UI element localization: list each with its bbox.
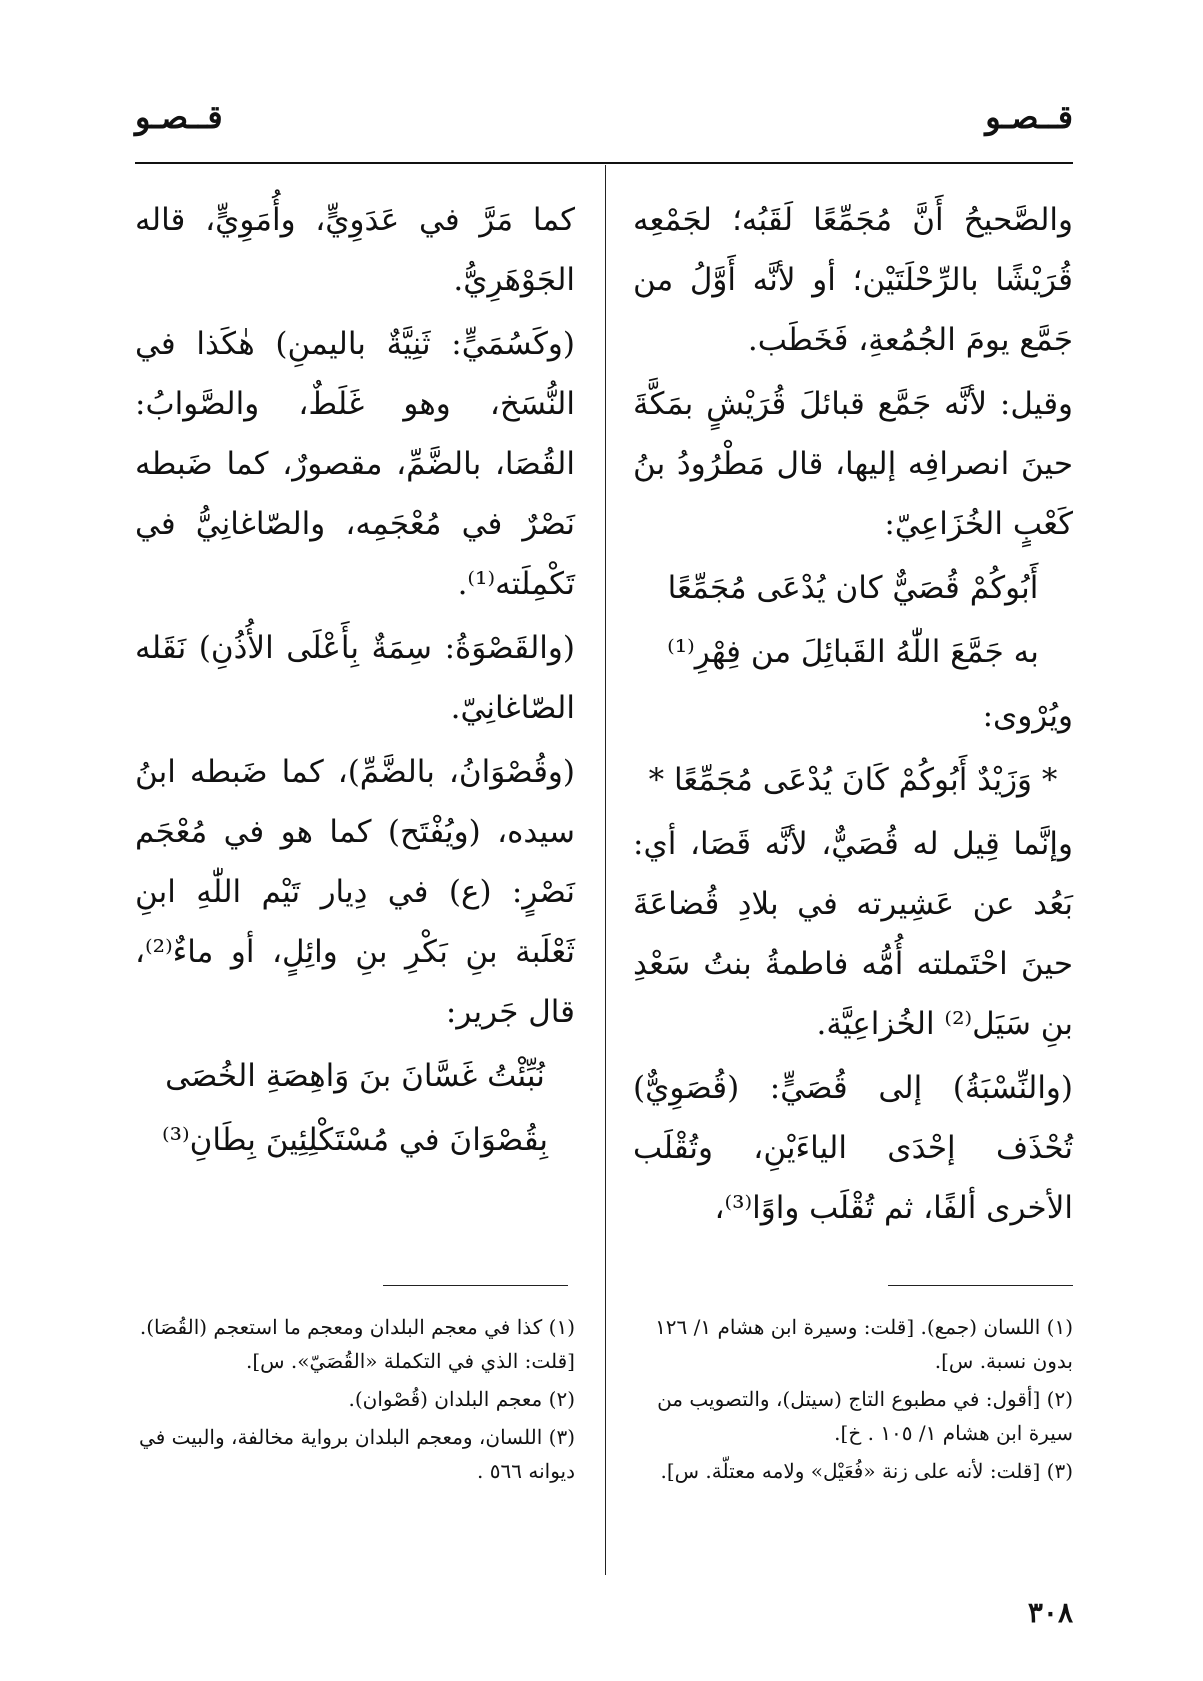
footnote: (١) اللسان (جمع). [قلت: وسيرة ابن هشام ١/ ١٢٦ بدون نسبة. س]. [655, 1315, 1073, 1373]
header-rule [135, 162, 1073, 164]
footnote: (٢) [أقول: في مطبوع التاج (سيتل)، والتصويب من سيرة ابن هشام ١/ ١٠٥ . خ]. [657, 1387, 1073, 1445]
header-left-word: قــصـو [135, 98, 223, 136]
footnote: (٢) معجم البلدان (قُصْوان). [348, 1387, 575, 1411]
verse-line: به جَمَّعَ اللّٰهُ القَبائِلَ من فِهْرِ⁽¹⁾ [667, 634, 1039, 670]
left-column [135, 190, 575, 1174]
left-footnotes [135, 1310, 575, 1492]
verse-line: * وَزَيْدٌ أَبُوكُمْ كَانَ يُدْعَى مُجَمِّعًا * [648, 762, 1058, 798]
paragraph: (وكَسُمَيٍّ: ثَنِيَّةٌ باليمنِ) هٰكَذا في النُّسَخ، وهو غَلَطٌ، والصَّوابُ: القُصَا، بالضَّمِّ، مقصورٌ، كما ضَبطه نَصْرٌ في مُعْجَمِه، والصّاغانِيُّ في تَكْمِلَته⁽¹⁾. [135, 326, 575, 602]
paragraph: (والنِّسْبَةُ) إلى قُصَيٍّ: (قُصَوِيٌّ) تُحْذَف إحْدَى الياءَيْنِ، وتُقْلَب الأخرى ألفًا، ثم تُقْلَب واوًا⁽³⁾، [633, 1070, 1073, 1226]
footnote-rule [888, 1285, 1073, 1286]
footnote-rule [383, 1285, 568, 1286]
paragraph: والصَّحيحُ أَنَّ مُجَمِّعًا لَقَبُه؛ لجَمْعِه قُرَيْشًا بالرِّحْلَتَيْن؛ أو لأنَّه أَوَّلُ من جَمَّع يومَ الجُمُعةِ، فَخَطَب. [633, 202, 1073, 358]
footnote: (١) كذا في معجم البلدان ومعجم ما استعجم (القُصَا). [قلت: الذي في التكملة «القُصَيّ». س]. [139, 1315, 575, 1373]
footnote: (٣) [قلت: لأنه على زنة «فُعَيْل» ولامه معتلّة. س]. [660, 1459, 1073, 1483]
paragraph: كما مَرَّ في عَدَوِيٍّ، وأُمَوِيٍّ، قاله الجَوْهَرِيُّ. [135, 202, 575, 298]
right-footnotes [633, 1310, 1073, 1492]
header-right-word: قــصـو [985, 98, 1073, 136]
column-divider [605, 165, 606, 1575]
verse-line: بِقُصْوَانَ في مُسْتَكْلِئِينَ بِطَانِ⁽³⁾ [161, 1122, 549, 1158]
verse-line: أَبُوكُمْ قُصَيٌّ كان يُدْعَى مُجَمِّعًا [667, 570, 1039, 606]
paragraph: وقيل: لأنَّه جَمَّع قبائلَ قُرَيْشٍ بمَكَّةَ حينَ انصرافِه إليها، قال مَطْرُودُ بنُ كَعْبٍ الخُزَاعِيّ: [633, 386, 1073, 542]
paragraph: وإنَّما قِيل له قُصَيٌّ، لأنَّه قَصَا، أي: بَعُد عن عَشِيرته في بلادِ قُضاعَةَ حينَ احْتَملته أُمُّه فاطمةُ بنتُ سَعْدِ بنِ سَيَل⁽²⁾ الخُزاعِيَّة. [633, 826, 1073, 1042]
paragraph: (وقُصْوَانُ، بالضَّمِّ)، كما ضَبطه ابنُ سيده، (ويُفْتَح) كما هو في مُعْجَم نَصْرٍ: (ع) في دِيار تَيْم اللّٰهِ ابنِ ثَعْلَبة بنِ بَكْرِ بنِ وائِلٍ، أو ماءٌ⁽²⁾، قال جَرير: [135, 754, 575, 1030]
paragraph: (والقَصْوَةُ: سِمَةٌ بِأَعْلَى الأُذُنِ) نَقَله الصّاغانِيّ. [135, 630, 575, 726]
page-number: ٣٠٨ [1027, 1596, 1073, 1629]
verse-line: نُبِّئْتُ غَسَّانَ بنَ وَاهِصَةِ الخُصَى [165, 1058, 545, 1094]
footnote: (٣) اللسان، ومعجم البلدان برواية مخالفة، والبيت في ديوانه ٥٦٦ . [139, 1425, 575, 1483]
right-column [633, 190, 1073, 1242]
paragraph: ويُرْوى: [982, 698, 1073, 734]
